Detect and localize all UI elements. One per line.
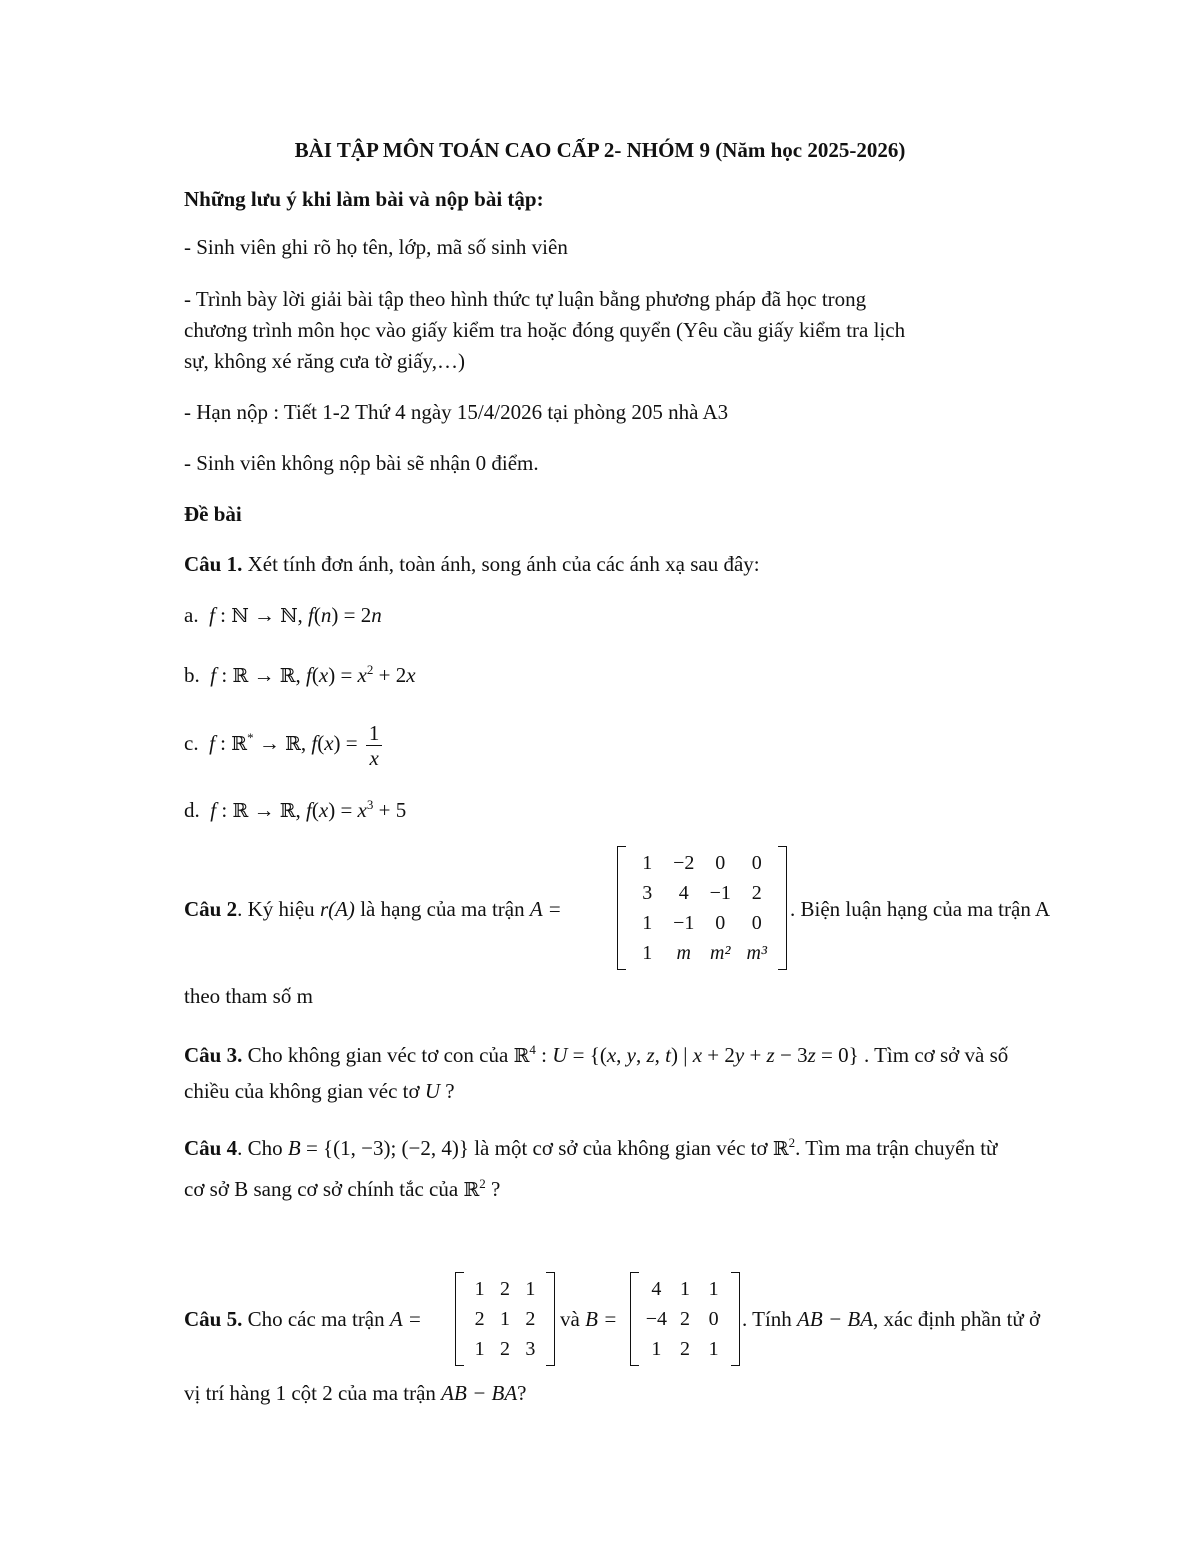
math-expr: A = — [389, 1307, 422, 1331]
question-text: là một cơ sở của không gian véc tơ — [468, 1136, 773, 1160]
matrix-cell: 2 — [474, 1307, 485, 1330]
q1-item-a: a. f : ℕ → ℕ, f(n) = 2n — [184, 603, 382, 627]
note-line: sự, không xé răng cưa tờ giấy,…) — [184, 349, 465, 373]
matrix-a-q5 — [455, 1272, 555, 1366]
item-label: c. — [184, 731, 199, 755]
matrix-cell: 4 — [651, 1277, 662, 1300]
matrix-cell: −4 — [645, 1307, 667, 1330]
matrix-cell: 0 — [708, 1307, 719, 1330]
matrix-a-q2 — [617, 846, 787, 970]
question-5-mid — [560, 1306, 617, 1332]
question-text: vị trí hàng 1 cột 2 của ma trận — [184, 1381, 442, 1405]
matrix-cell: 3 — [525, 1337, 536, 1360]
question-text: . Tìm ma trận chuyển từ — [795, 1136, 998, 1160]
matrix-cell: 4 — [678, 881, 689, 904]
matrix-cell: −2 — [673, 851, 695, 874]
matrix-cell: −1 — [709, 881, 731, 904]
matrix-grid — [467, 1274, 543, 1364]
note-line: - Sinh viên không nộp bài sẽ nhận 0 điểm. — [184, 451, 539, 475]
matrix-cell: −1 — [673, 911, 695, 934]
matrix-cell: 1 — [651, 1337, 662, 1360]
question-label: Câu 5. — [184, 1307, 243, 1331]
question-text: Cho các ma trận — [242, 1307, 390, 1331]
question-text: . Cho — [237, 1136, 288, 1160]
math-expr: r(A) — [319, 897, 355, 921]
question-text: . Ký hiệu — [237, 897, 320, 921]
matrix-cell: 2 — [679, 1337, 690, 1360]
matrix-grid — [629, 848, 775, 968]
section-heading: Đề bài — [184, 502, 242, 526]
item-label: b. — [184, 663, 200, 687]
matrix-b-q5 — [630, 1272, 740, 1366]
matrix-cell: 1 — [474, 1277, 485, 1300]
question-5 — [184, 1306, 422, 1332]
question-text: ? — [440, 1079, 455, 1103]
note-line: - Hạn nộp : Tiết 1-2 Thứ 4 ngày 15/4/2026 tại phòng 205 nhà A3 — [184, 400, 729, 424]
matrix-cell: 1 — [499, 1307, 510, 1330]
question-2 — [184, 896, 562, 922]
q1-item-c: c. f : ℝ* → ℝ, f(x) = $\frac{1}{x}$ — [184, 712, 385, 770]
matrix-cell: 0 — [751, 911, 762, 934]
matrix-cell: 2 — [525, 1307, 536, 1330]
question-text: là hạng của ma trận — [354, 897, 530, 921]
question-text: . Tính — [742, 1307, 798, 1331]
math-expr: AB − BA — [797, 1307, 874, 1331]
matrix-cell: m — [676, 941, 691, 964]
question-text: cơ sở B sang cơ sở chính tắc của — [184, 1177, 464, 1201]
page-title: BÀI TẬP MÔN TOÁN CAO CẤP 2- NHÓM 9 (Năm học 2025-2026) — [294, 138, 906, 162]
matrix-grid — [642, 1274, 728, 1364]
math-expr: AB − BA — [441, 1381, 518, 1405]
matrix-cell: 2 — [499, 1337, 510, 1360]
question-5-cont — [184, 1380, 526, 1406]
question-label: Câu 4 — [184, 1136, 238, 1160]
question-text: Cho không gian véc tơ con của — [242, 1043, 514, 1067]
matrix-cell: m³ — [746, 941, 767, 964]
matrix-cell: 0 — [715, 851, 726, 874]
math-expr: B = — [585, 1307, 618, 1331]
math-expr: U — [424, 1079, 441, 1103]
question-text: , xác định phần tử ở — [873, 1307, 1041, 1331]
matrix-cell: 1 — [642, 941, 653, 964]
question-text: . Biện luận hạng của ma trận A — [790, 897, 1051, 921]
matrix-cell: 1 — [525, 1277, 536, 1300]
question-4: Câu 4. Cho B = {(1, −3); (−2, 4)} là một cơ sở của không gian véc tơ ℝ$^2$. Tìm ma trận chuyển từ — [184, 1135, 998, 1160]
matrix-cell: 1 — [708, 1337, 719, 1360]
math-expr: A = — [529, 897, 562, 921]
question-3: Câu 3. Cho không gian véc tơ con của ℝ$^4$ : U = {(x, y, z, t) | x + 2y + z − 3z = 0} . Tìm cơ sở và số — [184, 1042, 1009, 1067]
question-4-cont: cơ sở B sang cơ sở chính tắc của ℝ$^2$ ? — [184, 1176, 501, 1201]
matrix-cell: 0 — [751, 851, 762, 874]
question-text: ? — [485, 1177, 501, 1201]
matrix-cell: 1 — [474, 1337, 485, 1360]
matrix-cell: 2 — [499, 1277, 510, 1300]
question-label: Câu 2 — [184, 897, 238, 921]
item-label: d. — [184, 798, 200, 822]
question-text: theo tham số m — [184, 984, 313, 1008]
notes-heading: Những lưu ý khi làm bài và nộp bài tập: — [184, 187, 544, 211]
question-label: Câu 1. — [184, 552, 243, 576]
question-1 — [184, 551, 760, 577]
item-label: a. — [184, 603, 199, 627]
q1-item-b: b. f : ℝ → ℝ, $f(x) = x^2 + 2x$ — [184, 662, 416, 687]
question-5-end — [742, 1306, 1040, 1332]
question-label: Câu 3. — [184, 1043, 243, 1067]
matrix-cell: 0 — [715, 911, 726, 934]
q1-item-d: d. f : ℝ → ℝ, $f(x) = x^3 + 5$ — [184, 797, 407, 822]
question-text: chiều của không gian véc tơ — [184, 1079, 425, 1103]
question-3-cont — [184, 1078, 455, 1104]
matrix-cell: 2 — [679, 1307, 690, 1330]
matrix-cell: 1 — [679, 1277, 690, 1300]
matrix-cell: m² — [710, 941, 731, 964]
matrix-cell: 1 — [642, 851, 653, 874]
note-line: - Trình bày lời giải bài tập theo hình thức tự luận bằng phương pháp đã học trong — [184, 287, 867, 311]
question-text: và — [560, 1307, 586, 1331]
note-line: chương trình môn học vào giấy kiểm tra hoặc đóng quyển (Yêu cầu giấy kiểm tra lịch — [184, 318, 906, 342]
matrix-cell: 2 — [751, 881, 762, 904]
question-text: Xét tính đơn ánh, toàn ánh, song ánh của các ánh xạ sau đây: — [242, 552, 760, 576]
matrix-cell: 1 — [642, 911, 653, 934]
note-line: - Sinh viên ghi rõ họ tên, lớp, mã số sinh viên — [184, 235, 568, 259]
question-text: . Tìm cơ sở và số — [858, 1043, 1009, 1067]
matrix-cell: 1 — [708, 1277, 719, 1300]
question-text: ? — [517, 1381, 527, 1405]
matrix-cell: 3 — [642, 881, 653, 904]
